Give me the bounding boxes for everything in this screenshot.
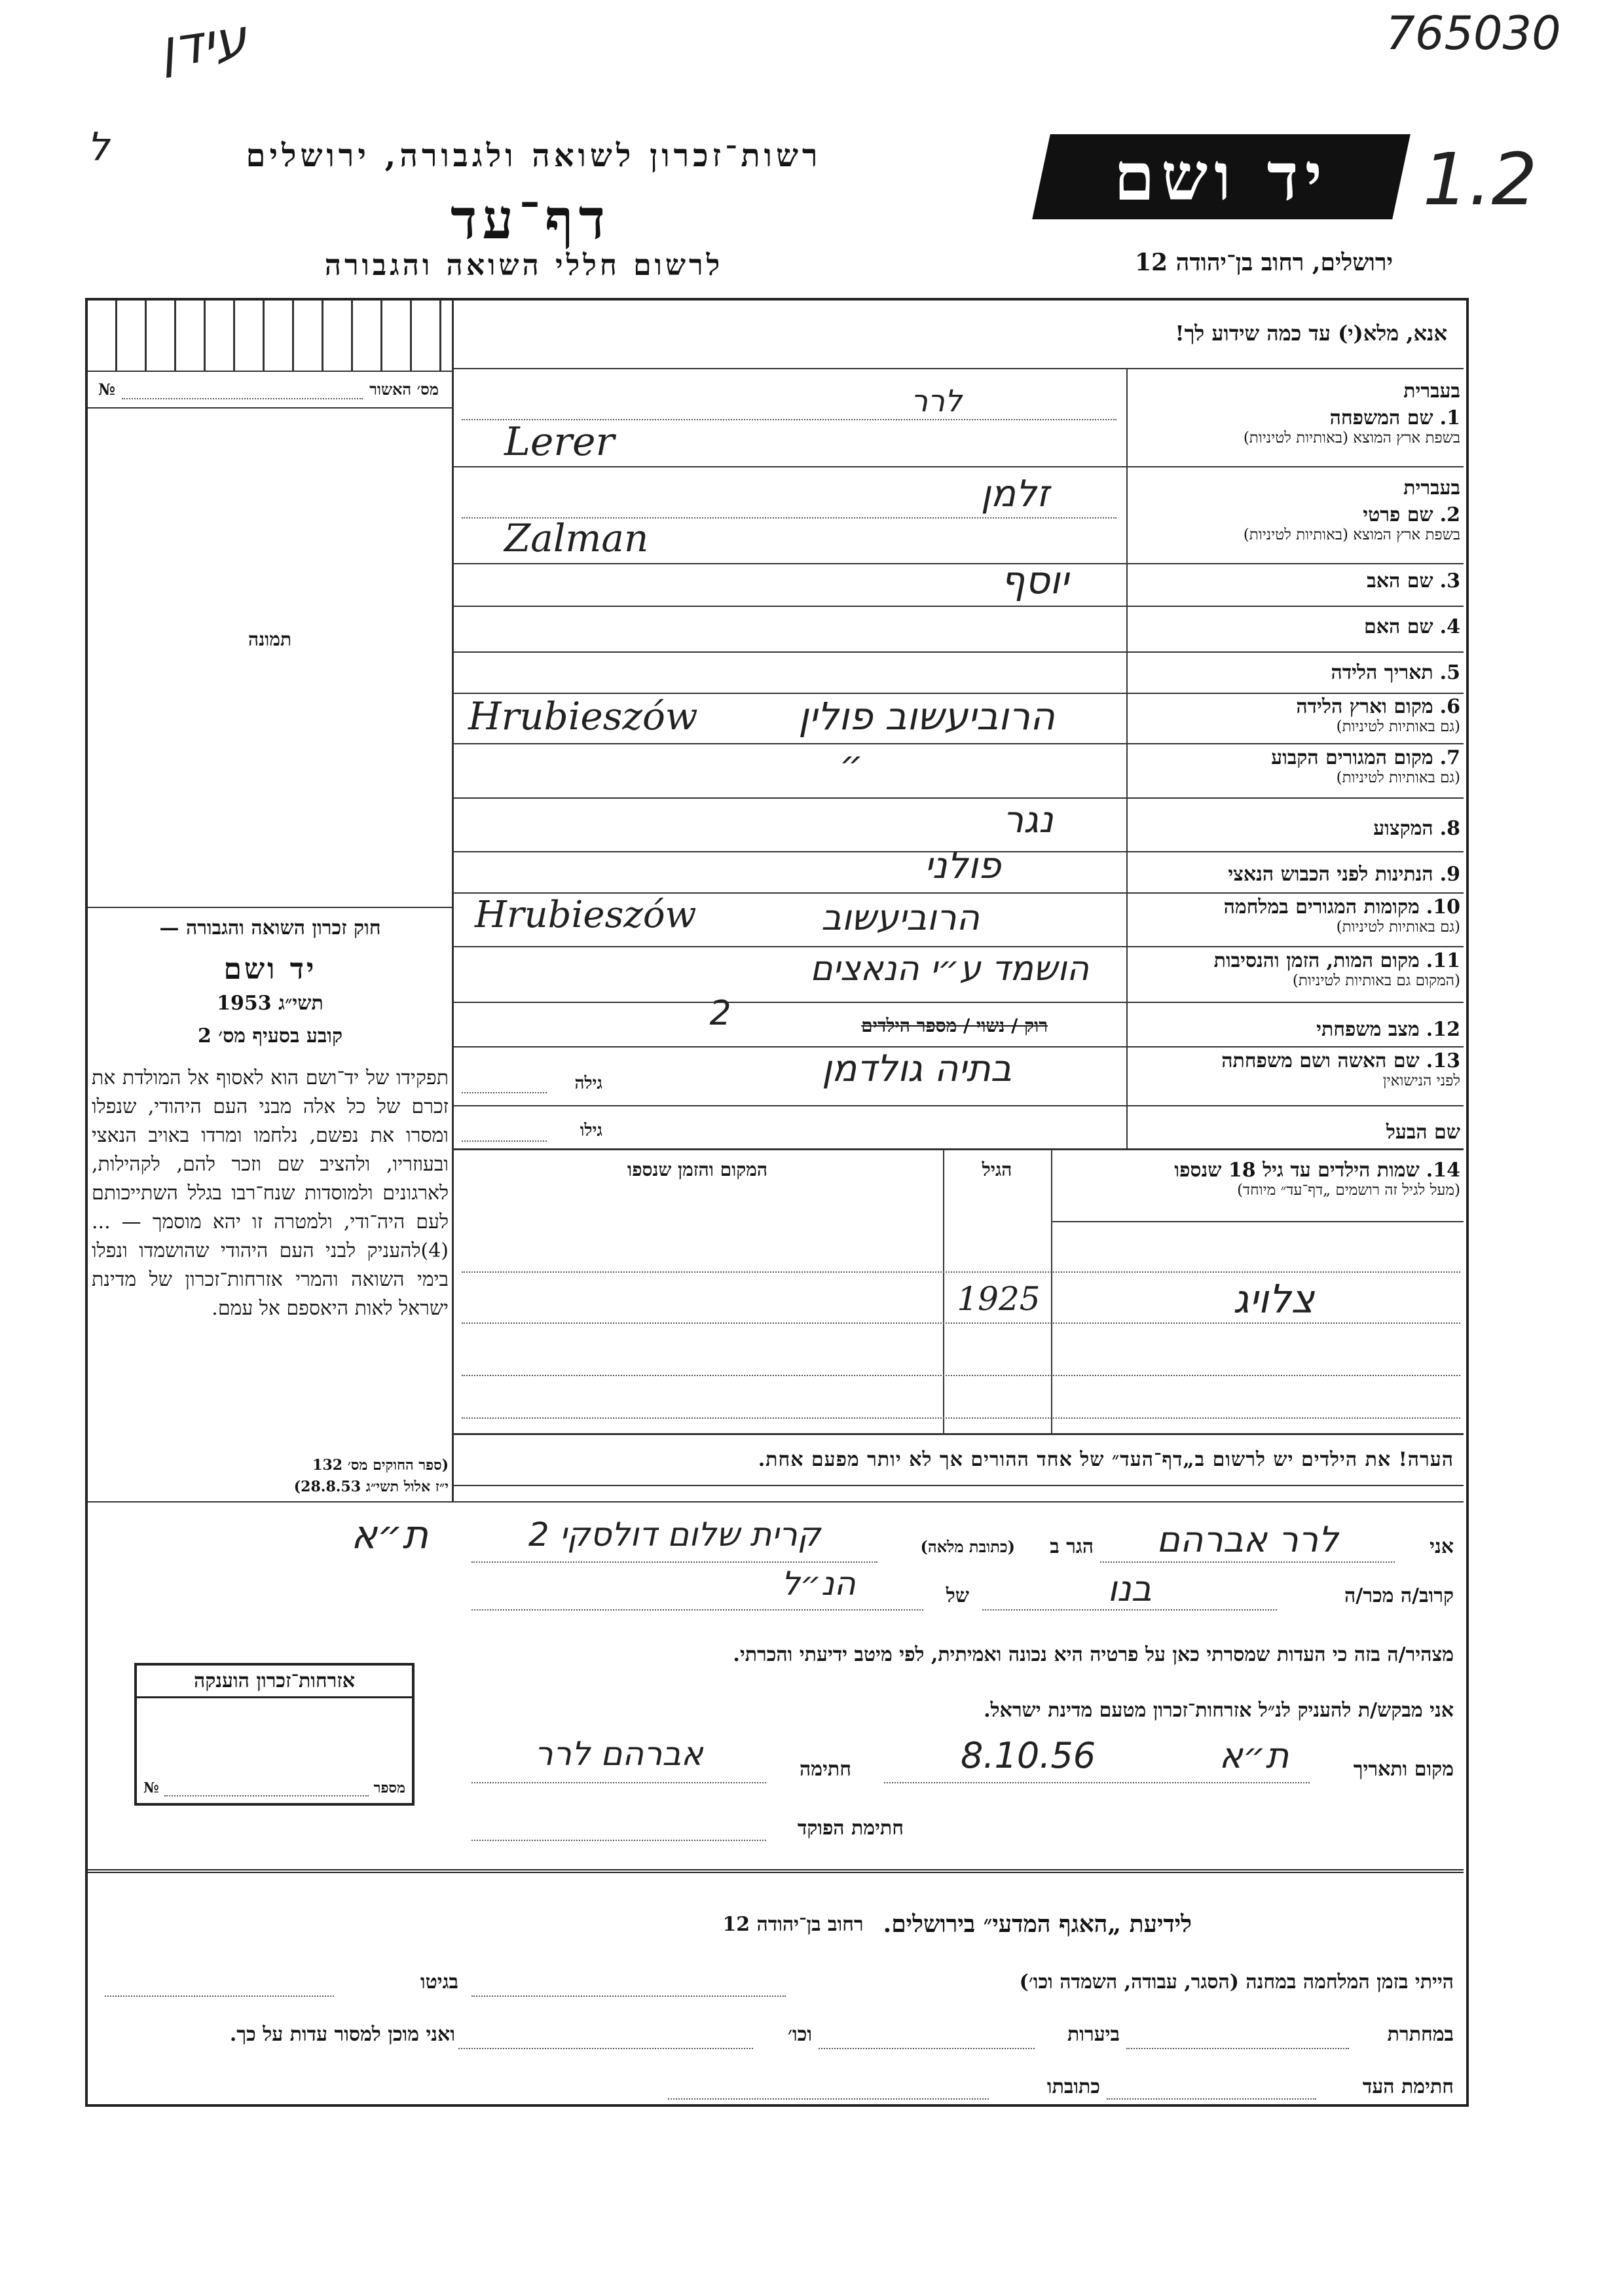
law-title: חוק זכרון השואה והגבורה — [159,917,381,939]
approval-stamp-box [88,300,452,372]
child-birth-year[interactable]: 1925 [957,1280,1041,1318]
field-7-number: 7. [1439,746,1460,769]
field-2-lang: בעברית [1403,477,1460,500]
handwritten-left-mark: ת״א [350,1512,429,1558]
law-reference-line-2: י״ז אלול תשי״ג 28.8.53) [293,1478,449,1495]
field-8 [1130,817,1460,840]
handwritten-record-number: 765030 [1386,7,1561,60]
field-4 [1130,615,1460,638]
bottom-underground-label: במחתרת [1387,2023,1454,2046]
field-4-number: 4. [1439,615,1460,638]
children-count[interactable]: 2 [709,994,731,1033]
wartime-residence-latin[interactable]: Hrubieszów [475,894,697,936]
field-10-number: 10. [1426,896,1460,919]
handwritten-page-number: 1.2 [1422,137,1538,221]
law-name: יד ושם [223,953,317,986]
field-9-label: הנתינות לפני הכבוש הנאצי [1228,863,1433,886]
field-6 [1130,695,1460,735]
wife-name[interactable]: בתיה גולדמן [821,1048,1012,1090]
declaration-address-label: (כתובת מלאה) [920,1537,1015,1556]
handwritten-note-top-left: עידן [155,7,251,80]
form-title: דף־עד [450,187,610,251]
law-section: קובע בסעיף מס׳ 2 [197,1025,343,1048]
bottom-witness-signature-label: חתימת העד [1362,2075,1454,2098]
birth-place-hebrew[interactable]: הרוביעשוב פולין [798,694,1055,738]
declarant-address[interactable]: קרית שלום דולסקי 2 [528,1516,821,1554]
children-col-place: המקום והזמן שנספו [627,1159,767,1180]
first-name-latin[interactable]: Zalman [504,516,649,560]
field-husband-label: שם הבעל [1386,1121,1460,1144]
field-1-sub: בשפת ארץ המוצא (באותיות לטיניות) [1243,429,1460,446]
field-9-number: 9. [1439,863,1460,886]
children-header [1054,1159,1460,1199]
birth-place-latin[interactable]: Hrubieszów [468,694,698,738]
field-husband [1130,1121,1460,1144]
declaration-relative-label: קרוב/ה מכר/ה [1344,1584,1454,1607]
declarant-name[interactable]: לרר אברהם [1156,1519,1338,1560]
field-10-label: מקומות המגורים במלחמה [1223,896,1420,919]
left-column-divider [452,300,454,1501]
relation-of-value[interactable]: הנ״ל [781,1565,856,1603]
field-11-sub: (המקום גם באותיות לטיניות) [1292,972,1460,989]
citizenship-number-label: מספר [373,1779,405,1796]
declaration-shel: של [946,1584,969,1607]
field-7-label: מקום המגורים הקבוע [1271,746,1433,769]
field-12-label: מצב משפחתי [1316,1018,1420,1041]
declarant-signature[interactable]: אברהם לרר [534,1735,703,1773]
children-col-divider-2 [943,1148,944,1433]
father-name[interactable]: יוסף [1001,558,1069,602]
bottom-forests-label: ביערות [1067,2023,1120,2046]
wife-age-label: גילה [574,1074,602,1093]
permanent-residence[interactable]: ״ [839,743,864,786]
field-6-label: מקום וארץ הלידה [1296,695,1433,718]
field-1-label: שם המשפחה [1329,407,1433,429]
bottom-camp-label: הייתי בזמן המלחמה במחנה (הסגר, עבודה, השמדה וכו׳) [1019,1971,1454,1994]
field-9 [1130,863,1460,886]
field-3-label: שם האב [1367,570,1433,592]
field-1 [1130,380,1460,446]
bottom-title: לידיעת „האגף המדעי״ בירושלים. [883,1910,1192,1938]
children-sub: (מעל לגיל זה רושמים „דף־עד״ מיוחד) [1237,1182,1460,1199]
relation-value[interactable]: בנו [1107,1568,1152,1609]
field-6-number: 6. [1439,695,1460,718]
field-7-sub: (גם באותיות לטיניות) [1336,769,1460,786]
citizenship-number-field [143,1779,405,1796]
field-12 [1130,1018,1460,1041]
photo-divider [88,907,452,908]
declaration-request: אני מבקש/ת להעניק לנ״ל אזרחות־זכרון מטעם מדינת ישראל. [984,1699,1454,1722]
approval-label: מס׳ האשור [369,380,439,399]
family-name-hebrew[interactable]: לרר [910,383,963,418]
approval-number-field [98,380,439,399]
field-2-label: שם פרטי [1363,503,1433,526]
logo-text: יד ושם [1114,138,1329,215]
field-5-number: 5. [1439,661,1460,684]
field-13 [1130,1049,1460,1089]
field-13-number: 13. [1426,1049,1460,1072]
bottom-title-row [458,1910,1192,1938]
field-2-number: 2. [1439,503,1460,526]
intro-divider [452,368,1464,369]
form-subtitle: לרשום חללי השואה והגבורה [324,249,724,282]
field-12-number: 12. [1426,1018,1460,1041]
husband-age-label: גילו [580,1121,602,1140]
place-of-death[interactable]: הושמד ע״י הנאצים [810,949,1089,989]
place-date-label: מקום ותאריך [1353,1758,1454,1781]
field-10-sub: (גם באותיות לטיניות) [1336,919,1460,936]
law-year: תשי״ג 1953 [217,992,323,1015]
children-number: 14. [1426,1159,1460,1182]
citizenship-before-occupation[interactable]: פולני [924,845,1001,887]
field-1-number: 1. [1439,407,1460,429]
field-1-lang: בעברית [1403,380,1460,403]
approval-number-symbol: № [98,380,116,399]
bottom-ghetto-label: בגיטו [420,1971,458,1994]
children-note: הערה! את הילדים יש לרשום ב„דף־העד״ של אחד ההורים אך לא יותר מפעם אחת. [758,1448,1454,1471]
family-name-latin[interactable]: Lerer [504,419,615,465]
declaration-truth: מצהיר/ה בזה כי העדות שמסרתי כאן על פרטיה היא נכונה ואמיתית, לפי מיטב ידיעתי והכרתי. [733,1643,1454,1666]
field-7 [1130,746,1460,786]
bottom-ready-label: ואני מוכן למסור עדות על כך. [229,2023,455,2046]
photo-placeholder-label: תמונה [248,629,292,650]
field-5-label: תאריך הלידה [1331,661,1433,684]
field-8-label: המקצוע [1373,817,1433,840]
field-11-label: מקום המות, הזמן והנסיבות [1213,949,1420,972]
wartime-residence-hebrew[interactable]: הרוביעשוב [821,897,980,938]
bottom-address-label: כתובתו [1046,2075,1100,2098]
place-value[interactable]: ת״א [1219,1735,1289,1776]
field-2-sub: בשפת ארץ המוצא (באותיות לטיניות) [1243,526,1460,543]
field-11-number: 11. [1426,949,1460,972]
field-11 [1130,949,1460,989]
field-10 [1130,896,1460,936]
children-title: שמות הילדים עד גיל 18 שנספו [1174,1159,1420,1182]
marital-status-options: רוק / נשוי / מספר הילדים [861,1015,1048,1036]
field-13-label: שם האשה ושם משפחתה [1221,1049,1420,1072]
date-value[interactable]: 8.10.56 [960,1735,1096,1776]
labels-divider [1126,368,1128,1148]
field-13-sub: לפני הנישואין [1382,1072,1460,1089]
citizenship-number-symbol: № [143,1779,159,1796]
field-2 [1130,477,1460,543]
address: ירושלים, רחוב בן־יהודה 12 [1134,249,1393,276]
citizenship-title: אזרחות־זכרון הוענקה [137,1666,412,1698]
approval-divider [88,407,452,409]
declaration-ani: אני [1430,1535,1454,1558]
field-6-sub: (גם באותיות לטיניות) [1336,718,1460,735]
law-text: תפקידו של יד־ושם הוא לאסוף אל המולדת את זכרם של כל אלה מבני העם היהודי, שנפלו ומסרו את נפשם, נלחמו ומרדו באויב הנאצי ובעוזריו, ולהציב שם וזכר להם, לקהילות, לארגונים ולמוסדות שנח־רבו בגלל השתייכותם לעם היה־ודי, ולמטרה זו יהא מוסמך — ...(4)להעניק לבני העם היהודי שהושמדו ונפלו בימי השואה והמרי אזרחות־זכרון של מדינת ישראל לאות היאספם אל עמם. [92,1066,449,1320]
child-name[interactable]: צלויג [1232,1277,1315,1322]
field-8-number: 8. [1439,817,1460,840]
citizenship-box [134,1663,415,1806]
bottom-address: רחוב בן־יהודה 12 [722,1913,864,1936]
field-3 [1130,570,1460,592]
bottom-etc-label: וכו׳ [788,2023,812,2046]
children-col-divider-1 [1051,1148,1052,1433]
field-3-number: 3. [1439,570,1460,592]
authority-name: רשות־זכרון לשואה ולגבורה, ירושלים [246,137,822,174]
field-5 [1130,661,1460,684]
signature-label: חתימה [800,1758,851,1781]
intro-instruction: אנא, מלא(י) עד כמה שידוע לך! [1175,321,1447,346]
officer-signature-label: חתימת הפוקד [797,1817,904,1840]
declaration-gar-b: הגר ב [1050,1535,1094,1558]
law-reference-line-1: (ספר החוקים מס׳ 132 [312,1457,449,1474]
occupation[interactable]: נגר [1003,799,1054,841]
bottom-section-divider [88,1869,1464,1873]
field-4-label: שם האם [1364,615,1433,638]
yad-vashem-logo [1032,134,1411,219]
children-col-age: הגיל [982,1159,1012,1180]
handwritten-mark-left: ל [86,124,110,170]
first-name-hebrew[interactable]: זלמן [980,473,1050,515]
